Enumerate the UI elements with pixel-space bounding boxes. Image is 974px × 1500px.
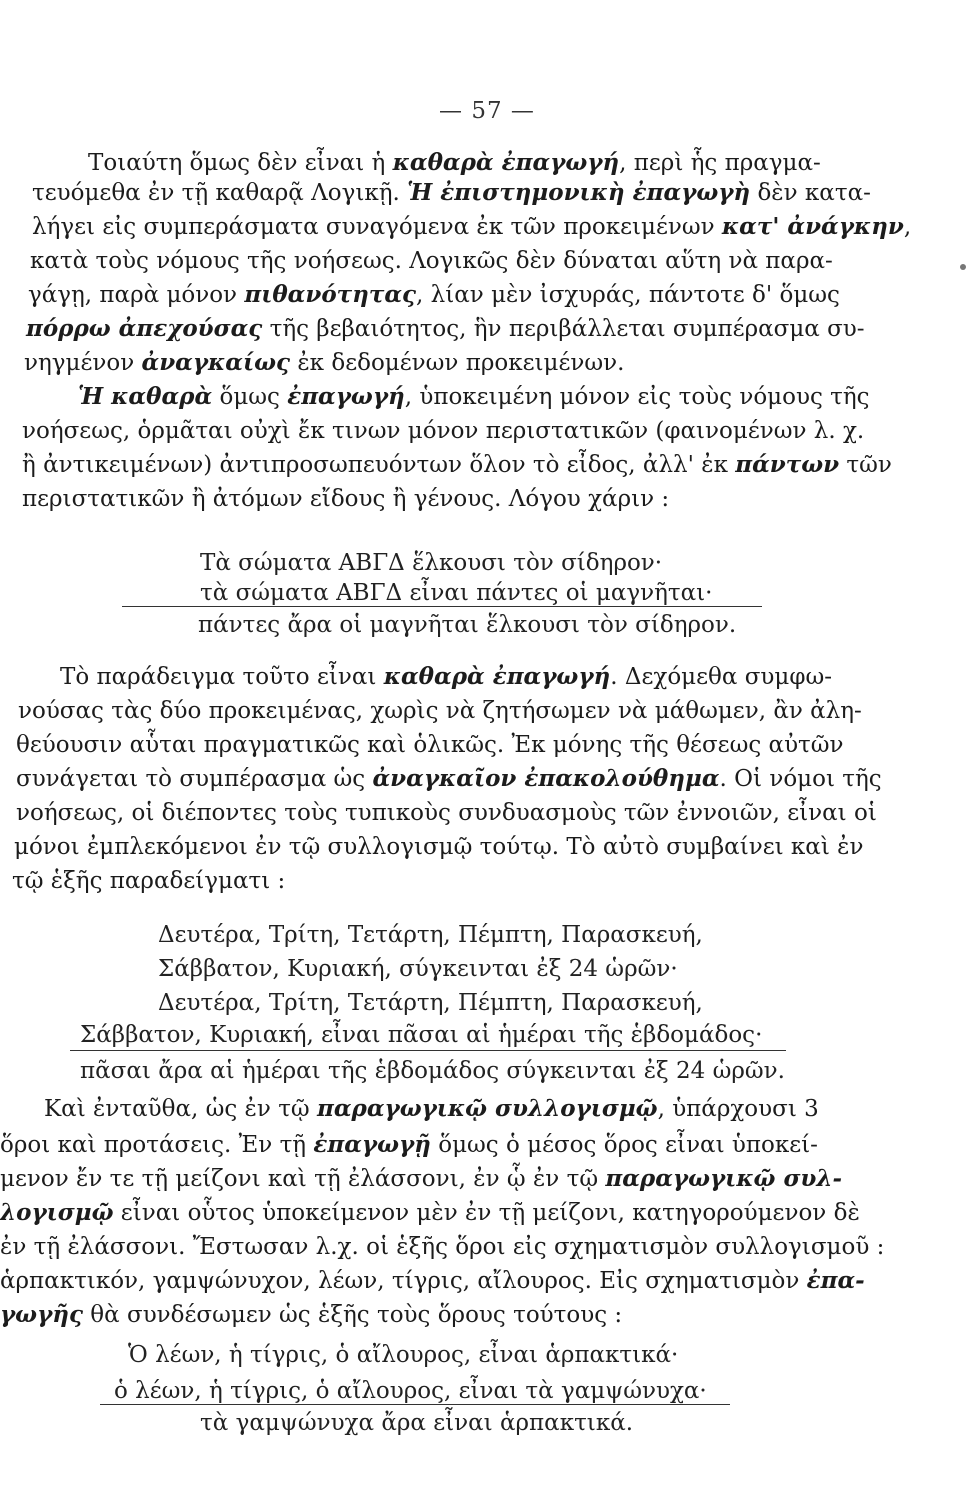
syllogism-premise-major: Σάββατον, Κυριακή, σύγκεινται ἐξ 24 ὡρῶν· — [158, 956, 678, 982]
text-line: τευόμεθα ἐν τῇ καθαρᾷ Λογικῇ. Ἡ ἐπιστημονικὴ ἐπαγωγὴ δὲν κατα- — [32, 179, 871, 206]
text-line: νοήσεως, οἱ διέποντες τοὺς τυπικοὺς συνδυασμοὺς τῶν ἐννοιῶν, εἶναι οἱ — [16, 800, 877, 826]
text-line: Καὶ ἐνταῦθα, ὡς ἐν τῷ παραγωγικῷ συλλογισμῷ, ὑπάρχουσι 3 — [44, 1095, 819, 1122]
text-line: ἐν τῇ ἐλάσσονι. Ἔστωσαν λ.χ. οἱ ἑξῆς ὅροι εἰς σχηματισμὸν συλλογισμοῦ : — [0, 1234, 885, 1260]
syllogism-premise-minor: Δευτέρα, Τρίτη, Τετάρτη, Πέμπτη, Παρασκευή, — [158, 990, 703, 1016]
text-line: μενον ἔν τε τῇ μείζονι καὶ τῇ ἐλάσσονι, ἐν ᾧ ἐν τῷ παραγωγικῷ συλ- — [0, 1165, 843, 1192]
text-line: γωγῆς θὰ συνδέσωμεν ὡς ἑξῆς τοὺς ὅρους τούτους : — [0, 1301, 623, 1328]
text-line: κατὰ τοὺς νόμους τῆς νοήσεως. Λογικῶς δὲν δύναται αὕτη νὰ παρα- — [30, 248, 833, 274]
text-line: γάγῃ, παρὰ μόνον πιθανότητας, λίαν μὲν ἰσχυράς, πάντοτε δ' ὅμως — [28, 281, 840, 308]
text-line: νοήσεως, ὁρμᾶται οὐχὶ ἔκ τινων μόνον περιστατικῶν (φαινομένων λ. χ. — [22, 418, 865, 444]
text-line: λογισμῷ εἶναι οὗτος ὑποκείμενον μὲν ἐν τῇ μείζονι, κατηγορούμενον δὲ — [0, 1199, 860, 1226]
syllogism-premise-minor: τὰ σώματα ΑΒΓΔ εἶναι πάντες οἱ μαγνῆται· — [200, 580, 713, 606]
text-line: συνάγεται τὸ συμπέρασμα ὡς ἀναγκαῖον ἐπακολούθημα. Οἱ νόμοι τῆς — [16, 765, 882, 792]
text-line: Ἡ καθαρὰ ὅμως ἐπαγωγή, ὑποκειμένη μόνον εἰς τοὺς νόμους τῆς — [78, 383, 870, 410]
text-line: νηγμένον ἀναγκαίως ἐκ δεδομένων προκειμένων. — [24, 349, 625, 376]
text-line: ὅροι καὶ προτάσεις. Ἐν τῇ ἐπαγωγῇ ὅμως ὁ μέσος ὅρος εἶναι ὑποκεί- — [0, 1131, 818, 1158]
text-line: ἢ ἀντικειμένων) ἀντιπροσωπευόντων ὅλον τὸ εἶδος, ἀλλ' ἐκ πάντων τῶν — [22, 451, 892, 478]
text-line: λήγει εἰς συμπεράσματα συναγόμενα ἐκ τῶν προκειμένων κατ' ἀνάγκην, — [32, 213, 912, 240]
syllogism-rule — [70, 1050, 786, 1051]
text-line: νούσας τὰς δύο προκειμένας, χωρὶς νὰ ζητήσωμεν νὰ μάθωμεν, ἂν ἀλη- — [18, 698, 862, 724]
syllogism-premise-major: Τὰ σώματα ΑΒΓΔ ἕλκουσι τὸν σίδηρον· — [200, 550, 663, 576]
text-line: πόρρω ἀπεχούσας τῆς βεβαιότητος, ἣν περιβάλλεται συμπέρασμα συ- — [26, 315, 865, 342]
syllogism-premise-major: Ὁ λέων, ἡ τίγρις, ὁ αἴλουρος, εἶναι ἁρπακτικά· — [128, 1342, 679, 1368]
scan-speck — [960, 264, 966, 270]
syllogism-conclusion: πάντες ἄρα οἱ μαγνῆται ἕλκουσι τὸν σίδηρον. — [198, 612, 737, 638]
text-line: θεύουσιν αὗται πραγματικῶς καὶ ὁλικῶς. Ἐκ μόνης τῆς θέσεως αὐτῶν — [16, 732, 844, 758]
text-line: ἁρπακτικόν, γαμψώνυχον, λέων, τίγρις, αἴλουρος. Εἰς σχηματισμὸν ἐπα- — [0, 1267, 865, 1294]
text-line: Τοιαύτη ὅμως δὲν εἶναι ἡ καθαρὰ ἐπαγωγή, περὶ ἧς πραγμα- — [88, 149, 821, 176]
syllogism-premise-major: Δευτέρα, Τρίτη, Τετάρτη, Πέμπτη, Παρασκευή, — [158, 922, 703, 948]
page-number: — 57 — — [439, 98, 535, 124]
syllogism-conclusion: πᾶσαι ἄρα αἱ ἡμέραι τῆς ἑβδομάδος σύγκεινται ἐξ 24 ὡρῶν. — [80, 1058, 785, 1084]
text-line: μόνοι ἐμπλεκόμενοι ἐν τῷ συλλογισμῷ τούτῳ. Τὸ αὐτὸ συμβαίνει καὶ ἐν — [14, 834, 864, 860]
text-line: τῷ ἑξῆς παραδείγματι : — [12, 868, 286, 894]
syllogism-premise-minor: Σάββατον, Κυριακή, εἶναι πᾶσαι αἱ ἡμέραι τῆς ἑβδομάδος· — [80, 1022, 763, 1048]
syllogism-rule — [122, 606, 762, 607]
text-line: περιστατικῶν ἢ ἀτόμων εἴδους ἢ γένους. Λόγου χάριν : — [22, 486, 670, 512]
syllogism-rule — [100, 1404, 730, 1405]
syllogism-premise-minor: ὁ λέων, ἡ τίγρις, ὁ αἴλουρος, εἶναι τὰ γαμψώνυχα· — [114, 1378, 707, 1404]
syllogism-conclusion: τὰ γαμψώνυχα ἄρα εἶναι ἁρπακτικά. — [200, 1410, 634, 1436]
text-line: Τὸ παράδειγμα τοῦτο εἶναι καθαρὰ ἐπαγωγή. Δεχόμεθα συμφω- — [60, 663, 832, 690]
